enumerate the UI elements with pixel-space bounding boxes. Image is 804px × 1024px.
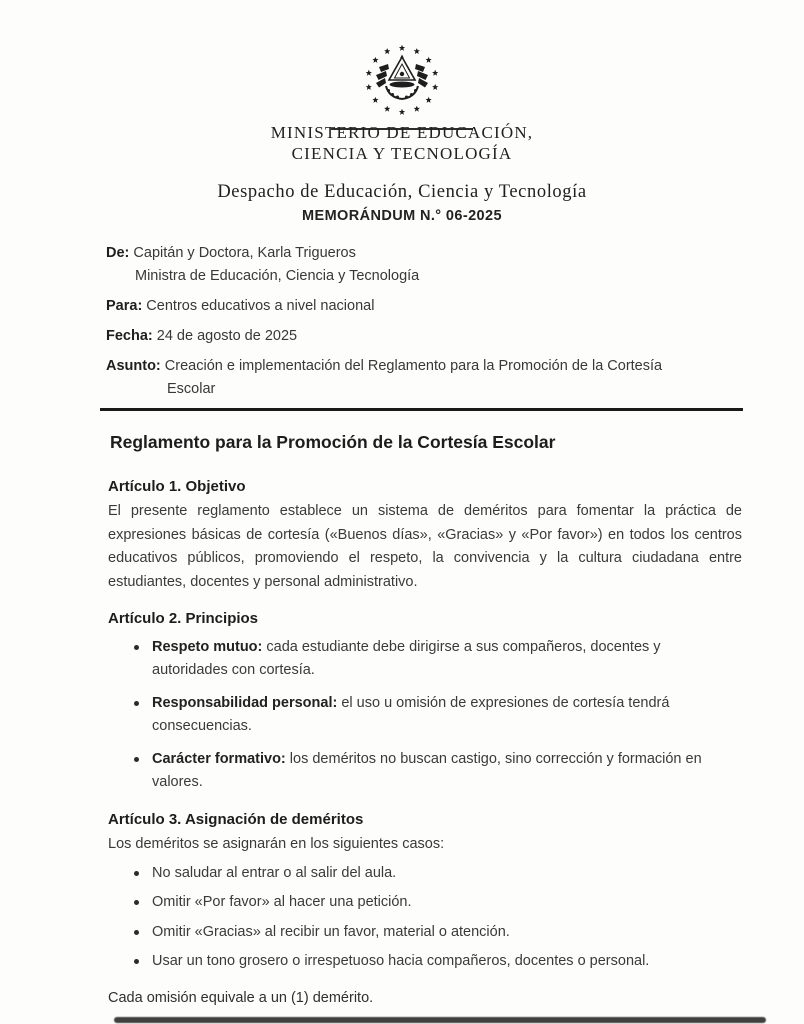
article1-paragraph: El presente reglamento establece un sistema de deméritos para fomentar la práctica de expresiones básicas de cortesía («Buenos días», «Gracias» y «Por favor») en todos los centros educativos públicos, promoviendo el respeto, la convivencia y la cultura ciudadana entre estudiantes, docentes y personal administrativo. <box>108 503 742 590</box>
from-label: De: <box>106 245 130 261</box>
ministry-name <box>0 122 804 164</box>
bullet-text-line2: autoridades con cortesía. <box>152 662 315 678</box>
bullet-text: No saludar al entrar o al salir del aula. <box>152 864 397 881</box>
bullet-icon <box>134 757 139 762</box>
bullet-icon <box>134 701 139 706</box>
header-divider <box>100 408 743 411</box>
from-value-line1: Capitán y Doctora, Karla Trigueros <box>129 245 356 261</box>
article2-heading: Artículo 2. Principios <box>108 610 259 627</box>
article3-heading: Artículo 3. Asignación de deméritos <box>108 810 364 828</box>
bullet-text: Omitir «Por favor» al hacer una petición. <box>152 894 412 910</box>
article2-bullet-list <box>108 636 742 795</box>
ministry-seal-icon <box>336 40 468 122</box>
ministry-name-line2: CIENCIA Y TECNOLOGÍA <box>291 144 513 163</box>
bullet-text: Omitir «Gracias» al recibir un favor, material o atención. <box>152 923 510 940</box>
list-item <box>108 862 742 886</box>
to-value: Centros educativos a nivel nacional <box>142 298 375 314</box>
memo-body <box>108 431 742 1010</box>
subject-label: Asunto: <box>106 358 161 374</box>
regulation-title: Reglamento para la Promoción de la Cortesía Escolar <box>110 432 556 452</box>
list-item <box>108 692 742 739</box>
from-value-line2: Ministra de Educación, Ciencia y Tecnología <box>135 268 420 284</box>
bullet-text: Usar un tono grosero o irrespetuoso hacia compañeros, docentes o personal. <box>152 953 650 969</box>
bullet-icon <box>134 930 139 935</box>
list-item <box>108 636 742 683</box>
article1-heading: Artículo 1. Objetivo <box>108 477 246 495</box>
meta-to <box>106 295 751 318</box>
list-item <box>108 748 742 795</box>
bullet-icon <box>134 959 139 964</box>
bullet-icon <box>134 645 139 650</box>
memo-meta <box>106 242 751 408</box>
bullet-text: los deméritos no buscan castigo, sino corrección y formación en <box>285 750 702 767</box>
date-value: 24 de agosto de 2025 <box>152 328 298 344</box>
ministry-name-line1: MINISTERIO DE EDUCACIÓN, <box>270 123 534 142</box>
bullet-text: cada estudiante debe dirigirse a sus compañeros, docentes y <box>262 638 661 655</box>
list-item <box>108 891 742 915</box>
bullet-text-line2: valores. <box>152 774 203 790</box>
date-label: Fecha: <box>106 328 153 344</box>
list-item <box>108 950 742 974</box>
memo-number: MEMORÁNDUM N.° 06-2025 <box>302 208 502 224</box>
bullet-text: el uso u omisión de expresiones de cortesía tendrá <box>337 694 670 711</box>
office-name: Despacho de Educación, Ciencia y Tecnología <box>217 182 587 202</box>
article3-bullet-list <box>108 862 742 974</box>
seal-block <box>0 40 804 130</box>
meta-date <box>106 325 751 348</box>
to-label: Para: <box>106 298 143 314</box>
meta-subject <box>106 355 751 401</box>
subject-value-line2: Escolar <box>167 381 216 397</box>
closing-statement: Cada omisión equivale a un (1) demérito. <box>108 989 374 1006</box>
scan-edge-artifact <box>114 1017 766 1023</box>
bullet-lead: Responsabilidad personal: <box>152 694 338 711</box>
bullet-lead: Carácter formativo: <box>152 750 286 767</box>
subject-value-line1: Creación e implementación del Reglamento para la Promoción de la Cortesía <box>160 358 663 374</box>
meta-from <box>106 242 751 288</box>
bullet-icon <box>134 900 139 905</box>
article3-intro: Los deméritos se asignarán en los siguientes casos: <box>108 836 445 852</box>
bullet-icon <box>134 871 139 876</box>
bullet-text-line2: consecuencias. <box>152 718 252 734</box>
list-item <box>108 921 742 945</box>
bullet-lead: Respeto mutuo: <box>152 638 263 655</box>
